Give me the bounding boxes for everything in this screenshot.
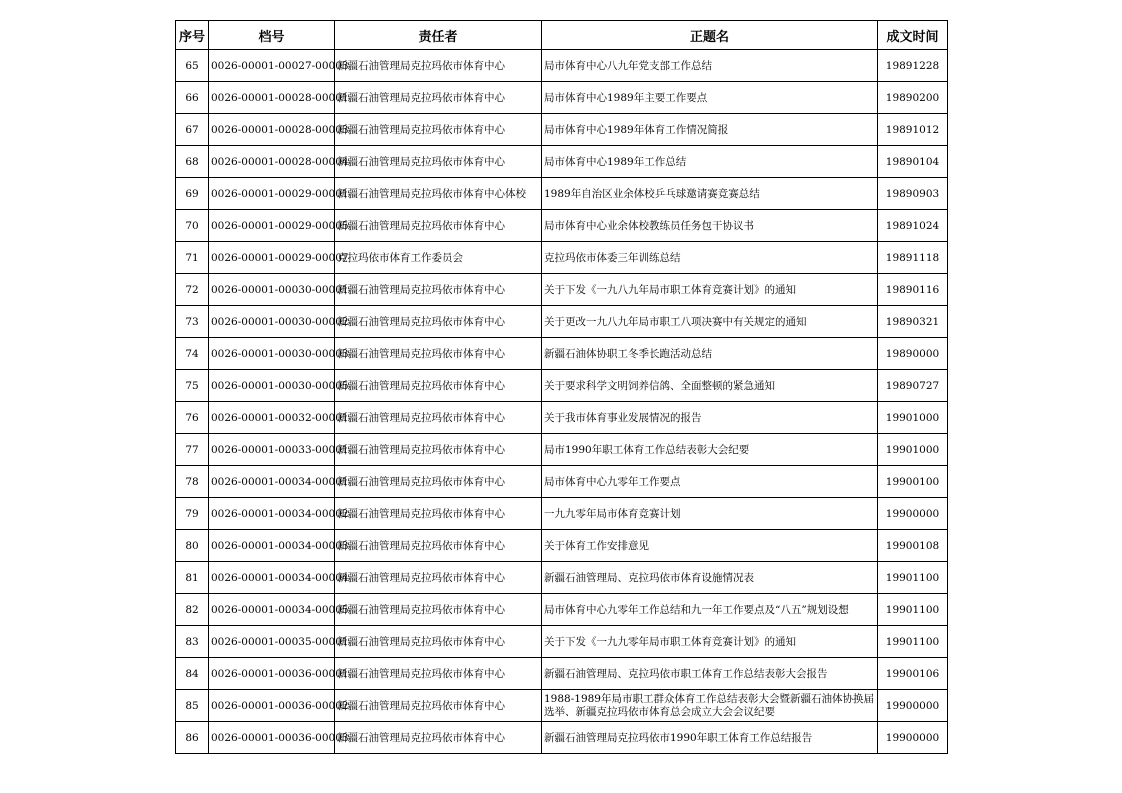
cell-responsible: 新疆石油管理局克拉玛依市体育中心 xyxy=(335,82,542,114)
cell-code: 0026-00001-00030-00003 xyxy=(209,338,335,370)
cell-code: 0026-00001-00028-00003 xyxy=(209,114,335,146)
cell-title: 新疆石油管理局、克拉玛依市体育设施情况表 xyxy=(542,562,878,594)
cell-responsible: 新疆石油管理局克拉玛依市体育中心 xyxy=(335,434,542,466)
cell-date: 19900106 xyxy=(878,658,948,690)
table-row xyxy=(176,594,948,626)
cell-code: 0026-00001-00030-00005 xyxy=(209,370,335,402)
cell-no: 70 xyxy=(176,210,209,242)
cell-no: 74 xyxy=(176,338,209,370)
table-row xyxy=(176,306,948,338)
table-row xyxy=(176,626,948,658)
table-row xyxy=(176,114,948,146)
cell-date: 19901100 xyxy=(878,562,948,594)
cell-title: 局市体育中心1989年体育工作情况简报 xyxy=(542,114,878,146)
cell-date: 19900100 xyxy=(878,466,948,498)
cell-date: 19890116 xyxy=(878,274,948,306)
cell-title: 1988-1989年局市职工群众体育工作总结表彰大会暨新疆石油体协换届选举、新疆克拉玛依市体育总会成立大会会议纪要 xyxy=(542,690,878,722)
cell-code: 0026-00001-00029-00007 xyxy=(209,242,335,274)
cell-code: 0026-00001-00036-00001 xyxy=(209,658,335,690)
cell-code: 0026-00001-00029-00005 xyxy=(209,210,335,242)
cell-code: 0026-00001-00032-00001 xyxy=(209,402,335,434)
cell-title: 局市体育中心八九年党支部工作总结 xyxy=(542,50,878,82)
cell-title: 局市体育中心九零年工作要点 xyxy=(542,466,878,498)
table-row xyxy=(176,242,948,274)
cell-no: 72 xyxy=(176,274,209,306)
cell-date: 19890727 xyxy=(878,370,948,402)
cell-title: 新疆石油管理局克拉玛依市1990年职工体育工作总结报告 xyxy=(542,722,878,754)
cell-no: 66 xyxy=(176,82,209,114)
cell-code: 0026-00001-00036-00003 xyxy=(209,722,335,754)
table-row xyxy=(176,434,948,466)
cell-responsible: 新疆石油管理局克拉玛依市体育中心 xyxy=(335,626,542,658)
header-title: 正题名 xyxy=(542,21,878,50)
cell-no: 83 xyxy=(176,626,209,658)
cell-date: 19901100 xyxy=(878,626,948,658)
cell-title: 关于要求科学文明饲养信鸽、全面整顿的紧急通知 xyxy=(542,370,878,402)
cell-code: 0026-00001-00028-00001 xyxy=(209,82,335,114)
cell-responsible: 新疆石油管理局克拉玛依市体育中心 xyxy=(335,338,542,370)
table-row xyxy=(176,722,948,754)
cell-no: 77 xyxy=(176,434,209,466)
table-row xyxy=(176,210,948,242)
table-body xyxy=(176,50,948,754)
cell-code: 0026-00001-00034-00001 xyxy=(209,466,335,498)
cell-responsible: 新疆石油管理局克拉玛依市体育中心 xyxy=(335,306,542,338)
cell-date: 19890903 xyxy=(878,178,948,210)
cell-responsible: 新疆石油管理局克拉玛依市体育中心 xyxy=(335,562,542,594)
cell-title: 局市1990年职工体育工作总结表彰大会纪要 xyxy=(542,434,878,466)
cell-responsible: 新疆石油管理局克拉玛依市体育中心 xyxy=(335,722,542,754)
header-no: 序号 xyxy=(176,21,209,50)
cell-responsible: 新疆石油管理局克拉玛依市体育中心 xyxy=(335,210,542,242)
cell-title: 局市体育中心业余体校教练员任务包干协议书 xyxy=(542,210,878,242)
cell-no: 73 xyxy=(176,306,209,338)
cell-title: 关于下发《一九八九年局市职工体育竞赛计划》的通知 xyxy=(542,274,878,306)
cell-code: 0026-00001-00028-00004 xyxy=(209,146,335,178)
cell-code: 0026-00001-00034-00002 xyxy=(209,498,335,530)
table-row xyxy=(176,338,948,370)
cell-title: 克拉玛依市体委三年训练总结 xyxy=(542,242,878,274)
cell-responsible: 新疆石油管理局克拉玛依市体育中心 xyxy=(335,50,542,82)
cell-no: 68 xyxy=(176,146,209,178)
cell-responsible: 新疆石油管理局克拉玛依市体育中心 xyxy=(335,402,542,434)
cell-date: 19890200 xyxy=(878,82,948,114)
cell-date: 19891024 xyxy=(878,210,948,242)
cell-code: 0026-00001-00030-00001 xyxy=(209,274,335,306)
cell-responsible: 新疆石油管理局克拉玛依市体育中心 xyxy=(335,466,542,498)
cell-no: 84 xyxy=(176,658,209,690)
cell-code: 0026-00001-00034-00004 xyxy=(209,562,335,594)
table-row xyxy=(176,658,948,690)
cell-responsible: 新疆石油管理局克拉玛依市体育中心 xyxy=(335,498,542,530)
archive-table xyxy=(175,20,948,754)
cell-date: 19891012 xyxy=(878,114,948,146)
cell-no: 76 xyxy=(176,402,209,434)
cell-no: 75 xyxy=(176,370,209,402)
cell-title: 新疆石油体协职工冬季长跑活动总结 xyxy=(542,338,878,370)
cell-date: 19901000 xyxy=(878,434,948,466)
table-row xyxy=(176,178,948,210)
cell-responsible: 新疆石油管理局克拉玛依市体育中心 xyxy=(335,114,542,146)
cell-code: 0026-00001-00034-00003 xyxy=(209,530,335,562)
cell-no: 79 xyxy=(176,498,209,530)
cell-code: 0026-00001-00027-00003 xyxy=(209,50,335,82)
cell-title: 局市体育中心1989年主要工作要点 xyxy=(542,82,878,114)
cell-responsible: 新疆石油管理局克拉玛依市体育中心 xyxy=(335,658,542,690)
cell-date: 19901100 xyxy=(878,594,948,626)
table-row xyxy=(176,562,948,594)
cell-date: 19890000 xyxy=(878,338,948,370)
cell-no: 80 xyxy=(176,530,209,562)
cell-date: 19890104 xyxy=(878,146,948,178)
cell-code: 0026-00001-00036-00002 xyxy=(209,690,335,722)
cell-no: 65 xyxy=(176,50,209,82)
cell-no: 81 xyxy=(176,562,209,594)
table-row xyxy=(176,466,948,498)
cell-date: 19891118 xyxy=(878,242,948,274)
header-code: 档号 xyxy=(209,21,335,50)
cell-date: 19891228 xyxy=(878,50,948,82)
cell-no: 71 xyxy=(176,242,209,274)
table-row xyxy=(176,498,948,530)
cell-title: 新疆石油管理局、克拉玛依市职工体育工作总结表彰大会报告 xyxy=(542,658,878,690)
table-row xyxy=(176,50,948,82)
cell-date: 19900000 xyxy=(878,690,948,722)
cell-responsible: 新疆石油管理局克拉玛依市体育中心 xyxy=(335,594,542,626)
cell-date: 19900108 xyxy=(878,530,948,562)
table-row xyxy=(176,274,948,306)
cell-responsible: 新疆石油管理局克拉玛依市体育中心 xyxy=(335,146,542,178)
header-responsible: 责任者 xyxy=(335,21,542,50)
table-row xyxy=(176,530,948,562)
cell-date: 19890321 xyxy=(878,306,948,338)
table-row xyxy=(176,402,948,434)
cell-title: 局市体育中心九零年工作总结和九一年工作要点及“八五”规划设想 xyxy=(542,594,878,626)
cell-code: 0026-00001-00029-00001 xyxy=(209,178,335,210)
cell-no: 78 xyxy=(176,466,209,498)
cell-date: 19901000 xyxy=(878,402,948,434)
cell-title: 关于下发《一九九零年局市职工体育竞赛计划》的通知 xyxy=(542,626,878,658)
cell-code: 0026-00001-00035-00001 xyxy=(209,626,335,658)
cell-no: 86 xyxy=(176,722,209,754)
cell-responsible: 新疆石油管理局克拉玛依市体育中心 xyxy=(335,530,542,562)
cell-no: 67 xyxy=(176,114,209,146)
table-header xyxy=(176,21,948,50)
cell-date: 19900000 xyxy=(878,722,948,754)
cell-date: 19900000 xyxy=(878,498,948,530)
cell-responsible: 克拉玛依市体育工作委员会 xyxy=(335,242,542,274)
cell-no: 82 xyxy=(176,594,209,626)
cell-title: 关于更改一九八九年局市职工八项决赛中有关规定的通知 xyxy=(542,306,878,338)
cell-no: 85 xyxy=(176,690,209,722)
cell-no: 69 xyxy=(176,178,209,210)
table-row xyxy=(176,82,948,114)
cell-title: 1989年自治区业余体校乒乓球邀请赛竞赛总结 xyxy=(542,178,878,210)
cell-responsible: 新疆石油管理局克拉玛依市体育中心 xyxy=(335,370,542,402)
header-row xyxy=(176,21,948,50)
cell-responsible: 新疆石油管理局克拉玛依市体育中心 xyxy=(335,274,542,306)
header-date: 成文时间 xyxy=(878,21,948,50)
cell-responsible: 新疆石油管理局克拉玛依市体育中心体校 xyxy=(335,178,542,210)
cell-title: 关于我市体育事业发展情况的报告 xyxy=(542,402,878,434)
cell-code: 0026-00001-00033-00001 xyxy=(209,434,335,466)
cell-title: 一九九零年局市体育竞赛计划 xyxy=(542,498,878,530)
table-row xyxy=(176,146,948,178)
cell-code: 0026-00001-00030-00002 xyxy=(209,306,335,338)
cell-title: 关于体育工作安排意见 xyxy=(542,530,878,562)
table-row xyxy=(176,370,948,402)
cell-responsible: 新疆石油管理局克拉玛依市体育中心 xyxy=(335,690,542,722)
cell-code: 0026-00001-00034-00005 xyxy=(209,594,335,626)
cell-title: 局市体育中心1989年工作总结 xyxy=(542,146,878,178)
table-row xyxy=(176,690,948,722)
